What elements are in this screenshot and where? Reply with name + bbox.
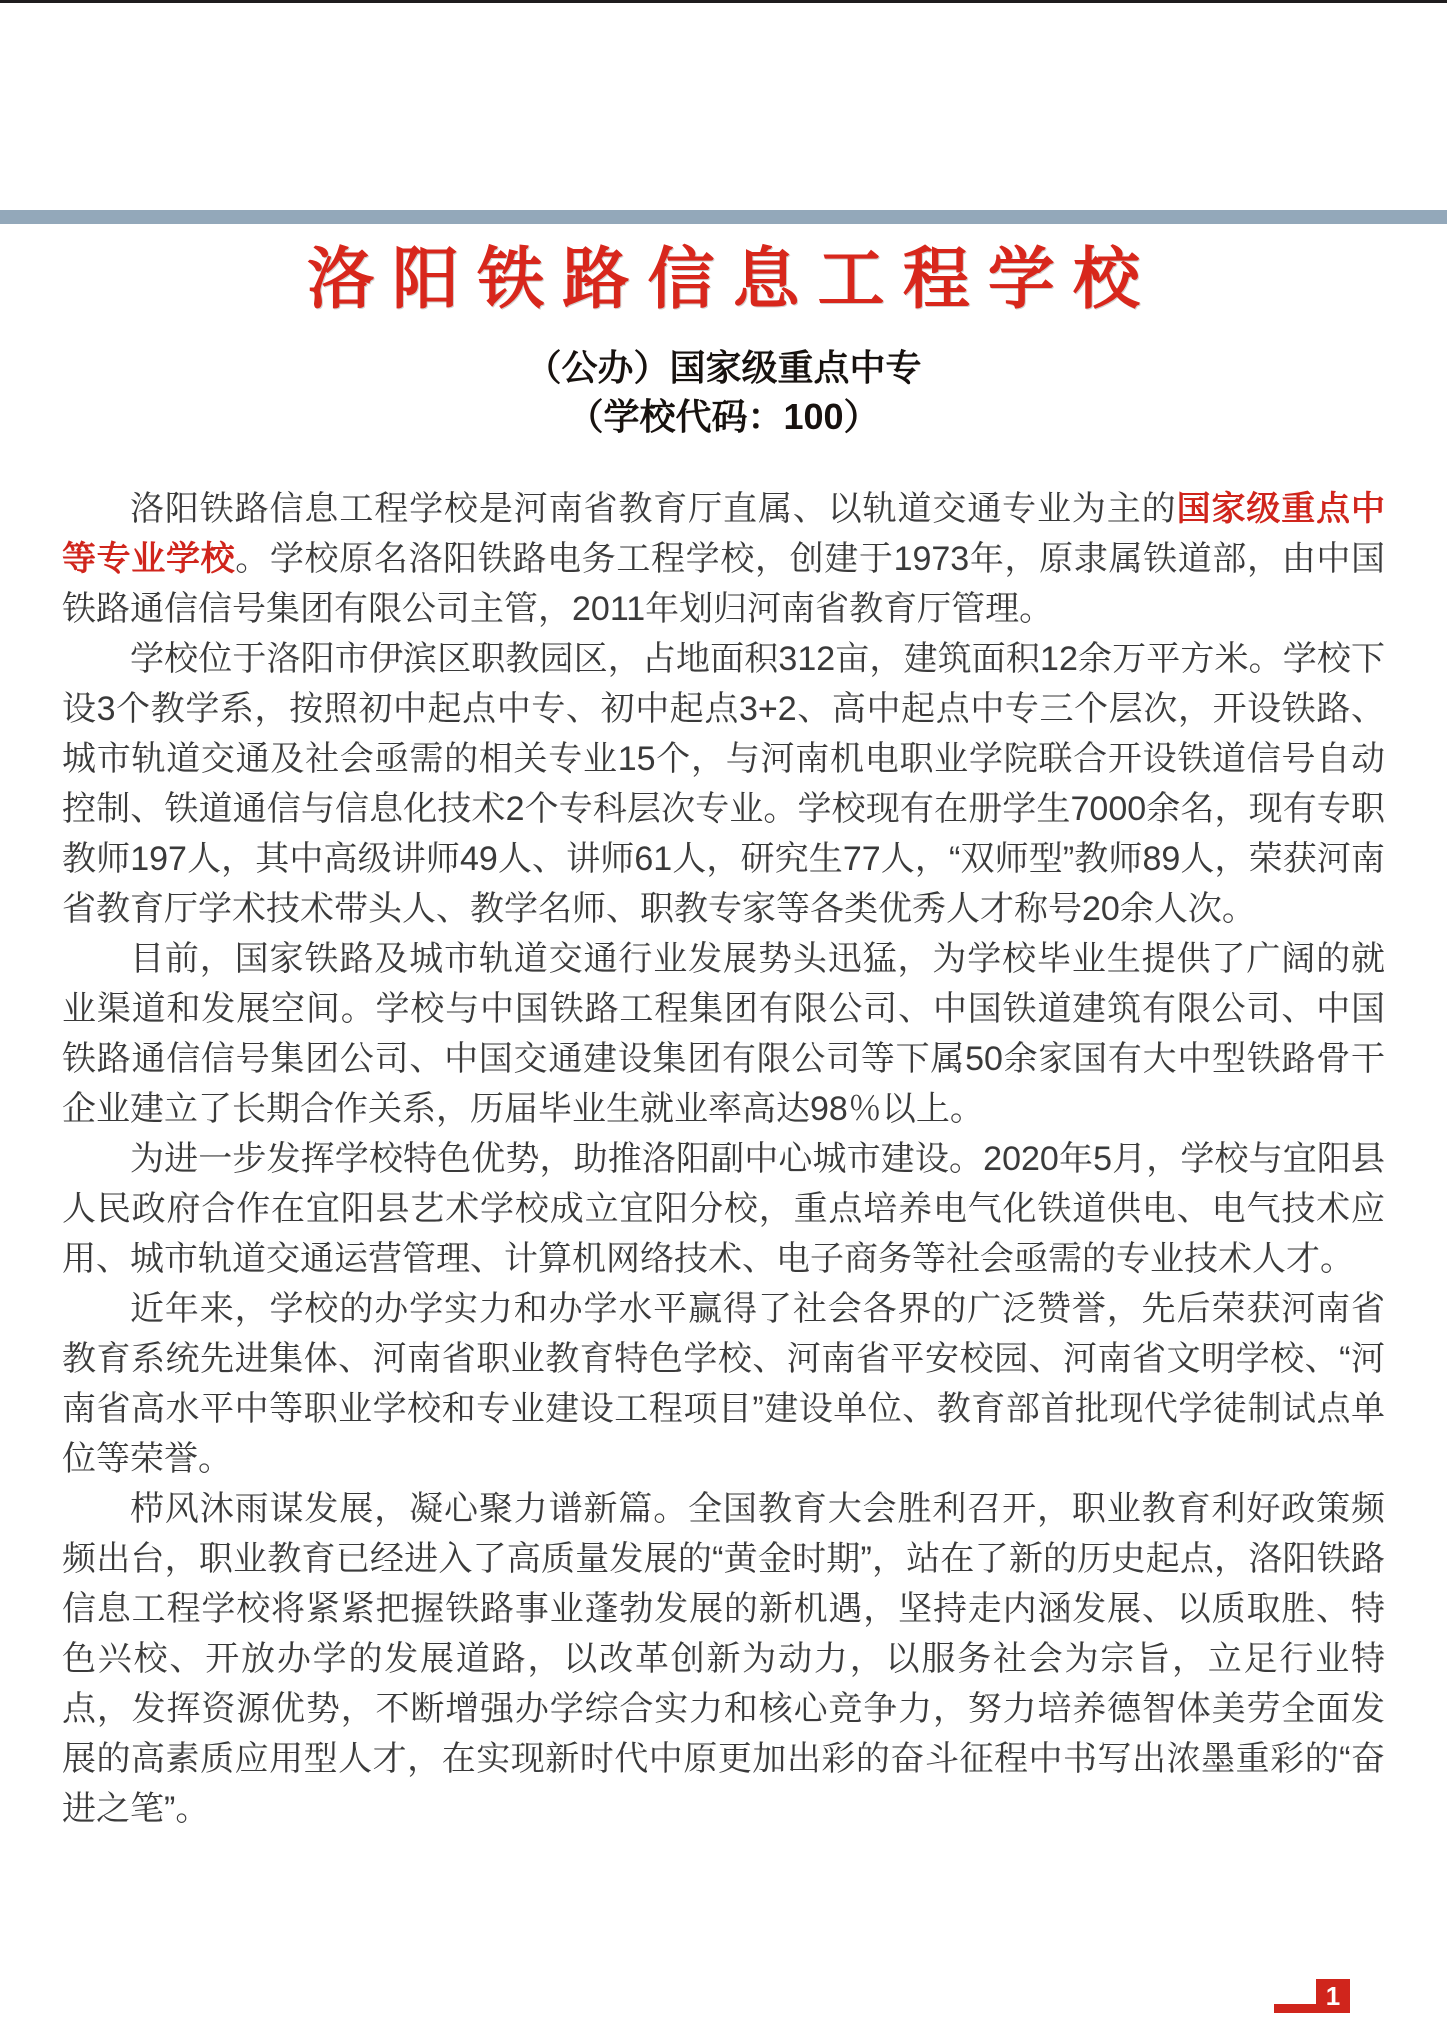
body-text (62, 484, 1385, 1834)
school-subtitle-type: （公办）国家级重点中专 (525, 347, 922, 388)
body-paragraph (62, 634, 1385, 934)
paragraph-text: 洛阳铁路信息工程学校是河南省教育厅直属、以轨道交通专业为主的 (130, 490, 1177, 528)
body-paragraph (62, 934, 1385, 1134)
paragraph-text: 栉风沐雨谋发展，凝心聚力谱新篇。全国教育大会胜利召开，职业教育利好政策频频出台，职业教育已经进入了高质量发展的“黄金时期”，站在了新的历史起点，洛阳铁路信息工程学校将紧紧把握铁路事业蓬勃发展的新机遇，坚持走内涵发展、以质取胜、特色兴校、开放办学的发展道路，以改革创新为动力，以服务社会为宗旨，立足行业特点，发挥资源优势，不断增强办学综合实力和核心竞争力，努力培养德智体美劳全面发展的高素质应用型人才，在实现新时代中原更加出彩的奋斗征程中书写出浓墨重彩的“奋进之笔”。 (62, 1490, 1385, 1828)
school-subtitle-code: （学校代码：100） (567, 396, 880, 437)
paragraph-text: 近年来，学校的办学实力和办学水平赢得了社会各界的广泛赞誉，先后荣获河南省教育系统先进集体、河南省职业教育特色学校、河南省平安校园、河南省文明学校、“河南省高水平中等职业学校和专业建设工程项目”建设单位、教育部首批现代学徒制试点单位等荣誉。 (62, 1290, 1385, 1478)
page-top-rule (0, 0, 1447, 3)
paragraph-text: 学校位于洛阳市伊滨区职教园区，占地面积312亩，建筑面积12余万平方米。学校下设3个教学系，按照初中起点中专、初中起点3+2、高中起点中专三个层次，开设铁路、城市轨道交通及社会亟需的相关专业15个，与河南机电职业学院联合开设铁道信号自动控制、铁道通信与信息化技术2个专科层次专业。学校现有在册学生7000余名，现有专职教师197人，其中高级讲师49人、讲师61人，研究生77人，“双师型”教师89人，荣获河南省教育厅学术技术带头人、教学名师、职教专家等各类优秀人才称号20余人次。 (62, 640, 1385, 928)
page-number-badge: 1 (1316, 1979, 1350, 2013)
header-divider-bar (0, 210, 1447, 224)
body-paragraph (62, 484, 1385, 634)
body-paragraph (62, 1484, 1385, 1834)
body-paragraph (62, 1134, 1385, 1284)
body-paragraph (62, 1284, 1385, 1484)
page-number-rule (1274, 2004, 1317, 2013)
page-number-footer (1274, 1979, 1350, 2013)
school-title: 洛阳铁路信息工程学校 (307, 242, 1158, 317)
paragraph-text: 为进一步发挥学校特色优势，助推洛阳副中心城市建设。2020年5月，学校与宜阳县人民政府合作在宜阳县艺术学校成立宜阳分校，重点培养电气化铁道供电、电气技术应用、城市轨道交通运营管理、计算机网络技术、电子商务等社会亟需的专业技术人才。 (62, 1140, 1385, 1278)
paragraph-text: 。学校原名洛阳铁路电务工程学校，创建于1973年，原隶属铁道部，由中国铁路通信信号集团有限公司主管，2011年划归河南省教育厅管理。 (62, 540, 1385, 628)
paragraph-text: 目前，国家铁路及城市轨道交通行业发展势头迅猛，为学校毕业生提供了广阔的就业渠道和发展空间。学校与中国铁路工程集团有限公司、中国铁道建筑有限公司、中国铁路通信信号集团公司、中国交通建设集团有限公司等下属50余家国有大中型铁路骨干企业建立了长期合作关系，历届毕业生就业率高达98％以上。 (62, 940, 1385, 1128)
highlighted-text: 国家级重点中等专业学校 (62, 490, 1386, 578)
